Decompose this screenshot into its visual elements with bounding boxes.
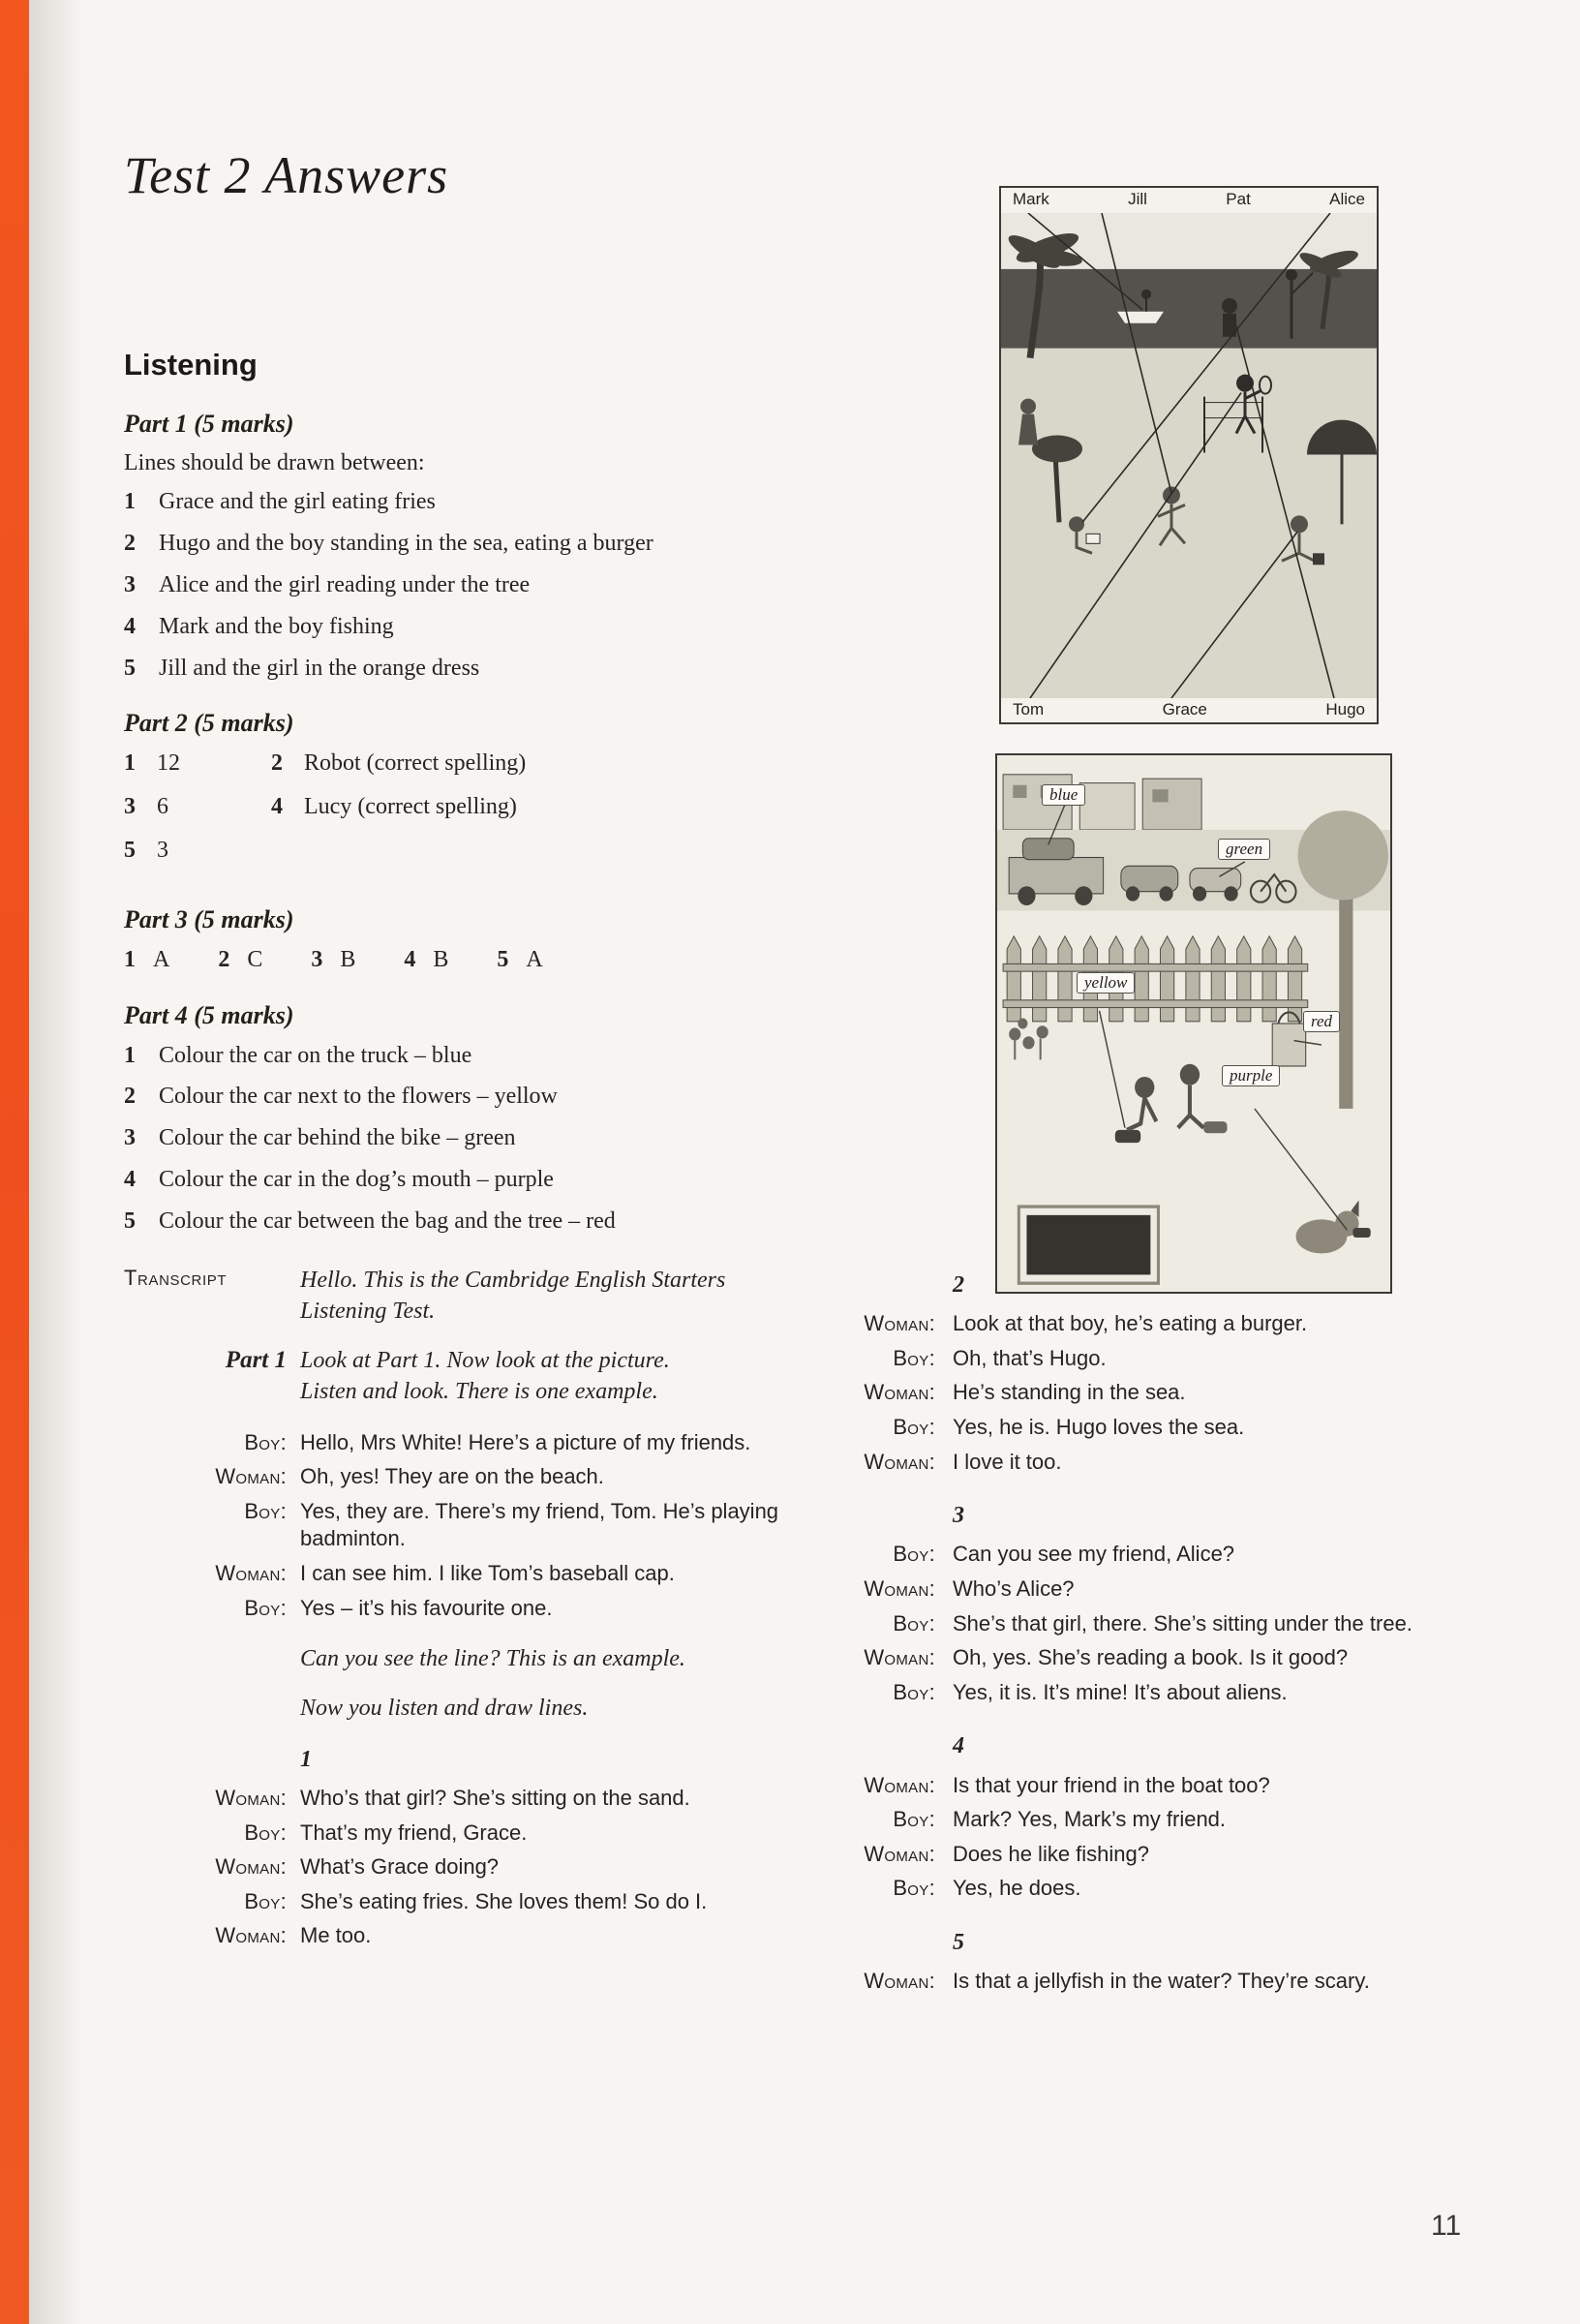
answer-text: Alice and the girl reading under the tree xyxy=(159,571,531,597)
answer-item xyxy=(124,571,906,599)
dialogue-text: Yes – it’s his favourite one. xyxy=(300,1595,553,1620)
answer-number: 1 xyxy=(124,1042,136,1068)
dialogue-text: Oh, yes. She’s reading a book. Is it good? xyxy=(953,1645,1349,1670)
dialogue-text: Who’s Alice? xyxy=(953,1575,1075,1601)
dialogue-text: Me too. xyxy=(300,1923,372,1948)
dialogue-text: Yes, he does. xyxy=(953,1876,1081,1901)
transcript-opening: Hello. This is the Cambridge English Starters Listening Test. xyxy=(300,1268,726,1325)
example-note: Can you see the line? This is an example. xyxy=(300,1646,685,1672)
answer-text: 6 xyxy=(157,794,168,820)
book-spine-strip xyxy=(0,0,29,2324)
answer-item xyxy=(124,488,906,516)
question-number: 1 xyxy=(300,1746,312,1772)
speaker-label: Boy: xyxy=(893,1876,935,1901)
beach-label-hugo: Hugo xyxy=(1325,700,1365,719)
street-label-green: green xyxy=(1218,839,1270,860)
question-3-dialogue xyxy=(842,1541,1423,1706)
dialogue-text: What’s Grace doing? xyxy=(300,1854,500,1880)
dialogue-text: Yes, they are. There’s my friend, Tom. He’s playing badminton. xyxy=(300,1498,779,1551)
transcript-label: Transcript xyxy=(124,1266,228,1290)
question-number: 4 xyxy=(953,1733,964,1759)
dialogue-text: Look at that boy, he’s eating a burger. xyxy=(953,1311,1308,1336)
dialogue-text: Yes, he is. Hugo loves the sea. xyxy=(953,1414,1245,1439)
dialogue-text: Oh, yes! They are on the beach. xyxy=(300,1464,604,1489)
answer-text: Colour the car in the dog’s mouth – purple xyxy=(159,1166,554,1192)
answer-item xyxy=(218,946,262,974)
dialogue-text: Mark? Yes, Mark’s my friend. xyxy=(953,1807,1227,1832)
dialogue-text: That’s my friend, Grace. xyxy=(300,1819,528,1845)
answer-text: B xyxy=(340,946,356,972)
speaker-label: Woman: xyxy=(215,1464,287,1489)
answer-number: 4 xyxy=(124,613,136,639)
dialogue-text: I love it too. xyxy=(953,1449,1062,1474)
answer-text: Colour the car next to the flowers – yellow xyxy=(159,1084,558,1110)
street-picture xyxy=(995,753,1392,1294)
speaker-label: Woman: xyxy=(864,1380,935,1405)
answer-item xyxy=(124,1208,906,1236)
dialogue-row xyxy=(842,1968,1423,1996)
question-number: 2 xyxy=(953,1272,964,1298)
part3-answer-row xyxy=(124,946,906,974)
speaker-label: Woman: xyxy=(864,1575,935,1601)
answer-item xyxy=(124,1042,906,1070)
answer-text: Colour the car between the bag and the tree – red xyxy=(159,1208,616,1234)
answer-item xyxy=(404,946,448,974)
answer-text: A xyxy=(526,946,543,972)
answer-item xyxy=(124,613,906,641)
answer-text: Robot (correct spelling) xyxy=(304,750,527,777)
question-4-dialogue xyxy=(842,1772,1423,1903)
page-title: Test 2 Answers xyxy=(124,146,449,204)
dialogue-text: Who’s that girl? She’s sitting on the sand. xyxy=(300,1786,690,1811)
dialogue-text: She’s eating fries. She loves them! So do I. xyxy=(300,1888,708,1913)
part1-heading: Part 1 (5 marks) xyxy=(124,410,294,439)
answer-text: Grace and the girl eating fries xyxy=(159,489,436,515)
answer-number: 5 xyxy=(124,1208,136,1234)
answer-number: 5 xyxy=(497,946,509,972)
dialogue-row xyxy=(124,1888,796,1916)
page-number: 11 xyxy=(1431,2210,1462,2242)
dialogue-text: Is that your friend in the boat too? xyxy=(953,1772,1270,1797)
dialogue-row xyxy=(842,1449,1423,1477)
question-number: 3 xyxy=(953,1503,964,1529)
answer-item xyxy=(124,1083,906,1111)
dialogue-row xyxy=(842,1875,1423,1903)
answer-number: 4 xyxy=(271,794,283,820)
speaker-label: Boy: xyxy=(893,1610,935,1636)
answer-number: 3 xyxy=(124,571,136,597)
answer-text: Colour the car on the truck – blue xyxy=(159,1042,472,1068)
dialogue-text: Hello, Mrs White! Here’s a picture of my friends. xyxy=(300,1429,751,1454)
speaker-label: Woman: xyxy=(864,1311,935,1336)
speaker-label: Boy: xyxy=(893,1345,935,1370)
beach-label-grace: Grace xyxy=(1162,700,1207,719)
answer-number: 2 xyxy=(124,1084,136,1110)
dialogue-row xyxy=(124,1853,796,1881)
answer-item xyxy=(124,1124,906,1152)
answer-item xyxy=(497,946,542,974)
part1-intro: Lines should be drawn between: xyxy=(124,450,425,476)
beach-illustration xyxy=(1001,213,1377,698)
answer-number: 5 xyxy=(124,655,136,681)
answer-text: A xyxy=(153,946,170,972)
answer-text: Mark and the boy fishing xyxy=(159,613,394,639)
part2-heading: Part 2 (5 marks) xyxy=(124,709,294,738)
answer-number: 1 xyxy=(124,489,136,515)
dialogue-row xyxy=(842,1414,1423,1442)
part3-heading: Part 3 (5 marks) xyxy=(124,904,294,933)
example-dialogue xyxy=(124,1429,796,1623)
dialogue-row xyxy=(842,1644,1423,1672)
answer-item xyxy=(311,946,355,974)
dialogue-text: Can you see my friend, Alice? xyxy=(953,1542,1235,1567)
dialogue-row xyxy=(842,1310,1423,1338)
transcript-part1-instructions: Look at Part 1. Now look at the picture. Listen and look. There is one example. xyxy=(300,1347,670,1405)
part2-answer-grid xyxy=(124,749,906,877)
scan-gutter-shadow xyxy=(29,0,82,2324)
speaker-label: Woman: xyxy=(215,1923,287,1948)
speaker-label: Boy: xyxy=(244,1819,287,1845)
dialogue-row xyxy=(842,1541,1423,1569)
dialogue-text: He’s standing in the sea. xyxy=(953,1380,1186,1405)
answer-number: 5 xyxy=(124,837,136,863)
dialogue-text: Does he like fishing? xyxy=(953,1841,1150,1866)
answer-text: 3 xyxy=(157,837,168,863)
answer-item xyxy=(271,793,906,821)
answer-number: 3 xyxy=(311,946,323,972)
part4-heading: Part 4 (5 marks) xyxy=(124,1000,294,1029)
speaker-label: Boy: xyxy=(244,1595,287,1620)
answer-text: B xyxy=(433,946,449,972)
dialogue-row xyxy=(842,1841,1423,1869)
speaker-label: Woman: xyxy=(864,1645,935,1670)
beach-label-tom: Tom xyxy=(1013,700,1045,719)
street-label-yellow: yellow xyxy=(1077,972,1135,994)
transcript-left-column xyxy=(124,1265,796,1957)
speaker-label: Boy: xyxy=(244,1429,287,1454)
speaker-label: Boy: xyxy=(893,1679,935,1704)
dialogue-text: She’s that girl, there. She’s sitting under the tree. xyxy=(953,1610,1413,1636)
answer-number: 2 xyxy=(271,750,283,777)
dialogue-row xyxy=(842,1806,1423,1834)
speaker-label: Boy: xyxy=(244,1498,287,1523)
dialogue-row xyxy=(124,1785,796,1813)
beach-picture xyxy=(999,186,1379,724)
part1-answer-list xyxy=(124,488,906,682)
beach-bottom-labels xyxy=(1001,698,1377,722)
dialogue-row xyxy=(124,1429,796,1457)
dialogue-row xyxy=(124,1498,796,1553)
dialogue-row xyxy=(842,1379,1423,1407)
speaker-label: Woman: xyxy=(215,1786,287,1811)
answer-item xyxy=(124,946,169,974)
answer-number: 1 xyxy=(124,946,136,972)
beach-label-pat: Pat xyxy=(1226,190,1251,208)
answer-number: 1 xyxy=(124,750,136,777)
street-label-blue: blue xyxy=(1042,784,1085,806)
answer-text: Jill and the girl in the orange dress xyxy=(159,655,480,681)
listening-heading: Listening xyxy=(124,348,258,382)
dialogue-text: Oh, that’s Hugo. xyxy=(953,1345,1107,1370)
answer-item xyxy=(124,530,906,558)
answer-text: Hugo and the boy standing in the sea, eating a burger xyxy=(159,531,653,557)
dialogue-row xyxy=(842,1610,1423,1638)
part4-answer-list xyxy=(124,1042,906,1236)
speaker-label: Woman: xyxy=(215,1854,287,1880)
speaker-label: Boy: xyxy=(893,1807,935,1832)
answer-item xyxy=(124,837,271,865)
answer-number: 4 xyxy=(124,1166,136,1192)
answer-item xyxy=(124,793,271,821)
beach-top-labels xyxy=(1001,188,1377,213)
answer-text: Lucy (correct spelling) xyxy=(304,794,517,820)
answer-number: 2 xyxy=(218,946,230,972)
listen-note: Now you listen and draw lines. xyxy=(300,1695,589,1721)
answer-item xyxy=(124,1166,906,1194)
dialogue-text: Yes, it is. It’s mine! It’s about aliens. xyxy=(953,1679,1288,1704)
answer-number: 4 xyxy=(404,946,416,972)
dialogue-row xyxy=(124,1595,796,1623)
answer-text: C xyxy=(247,946,263,972)
answers-column xyxy=(124,147,906,1249)
dialogue-row xyxy=(842,1679,1423,1707)
dialogue-row xyxy=(842,1345,1423,1373)
answer-number: 3 xyxy=(124,1125,136,1151)
speaker-label: Boy: xyxy=(893,1414,935,1439)
street-label-purple: purple xyxy=(1222,1065,1280,1086)
dialogue-row xyxy=(842,1575,1423,1604)
beach-label-alice: Alice xyxy=(1329,190,1365,208)
speaker-label: Boy: xyxy=(893,1542,935,1567)
speaker-label: Woman: xyxy=(864,1841,935,1866)
speaker-label: Woman: xyxy=(864,1969,935,1994)
answer-text: Colour the car behind the bike – green xyxy=(159,1125,516,1151)
beach-label-mark: Mark xyxy=(1013,190,1049,208)
question-5-dialogue xyxy=(842,1968,1423,1996)
question-1-dialogue xyxy=(124,1785,796,1950)
speaker-label: Woman: xyxy=(864,1772,935,1797)
question-2-dialogue xyxy=(842,1310,1423,1476)
dialogue-row xyxy=(124,1463,796,1491)
speaker-label: Woman: xyxy=(864,1449,935,1474)
answer-text: 12 xyxy=(157,750,180,777)
question-number: 5 xyxy=(953,1929,964,1955)
answer-number: 3 xyxy=(124,794,136,820)
dialogue-row xyxy=(124,1819,796,1848)
speaker-label: Boy: xyxy=(244,1888,287,1913)
transcript-part1-label: Part 1 xyxy=(225,1346,287,1373)
dialogue-text: I can see him. I like Tom’s baseball cap. xyxy=(300,1560,675,1585)
answer-item xyxy=(124,655,906,683)
answer-item xyxy=(271,749,906,778)
transcript-right-column xyxy=(842,1270,1423,2003)
answer-item xyxy=(124,749,271,778)
dialogue-row xyxy=(842,1772,1423,1800)
dialogue-row xyxy=(124,1560,796,1588)
answer-number: 2 xyxy=(124,531,136,557)
street-label-red: red xyxy=(1303,1011,1340,1032)
dialogue-row xyxy=(124,1922,796,1950)
beach-label-jill: Jill xyxy=(1128,190,1147,208)
speaker-label: Woman: xyxy=(215,1560,287,1585)
dialogue-text: Is that a jellyfish in the water? They’re scary. xyxy=(953,1969,1370,1994)
